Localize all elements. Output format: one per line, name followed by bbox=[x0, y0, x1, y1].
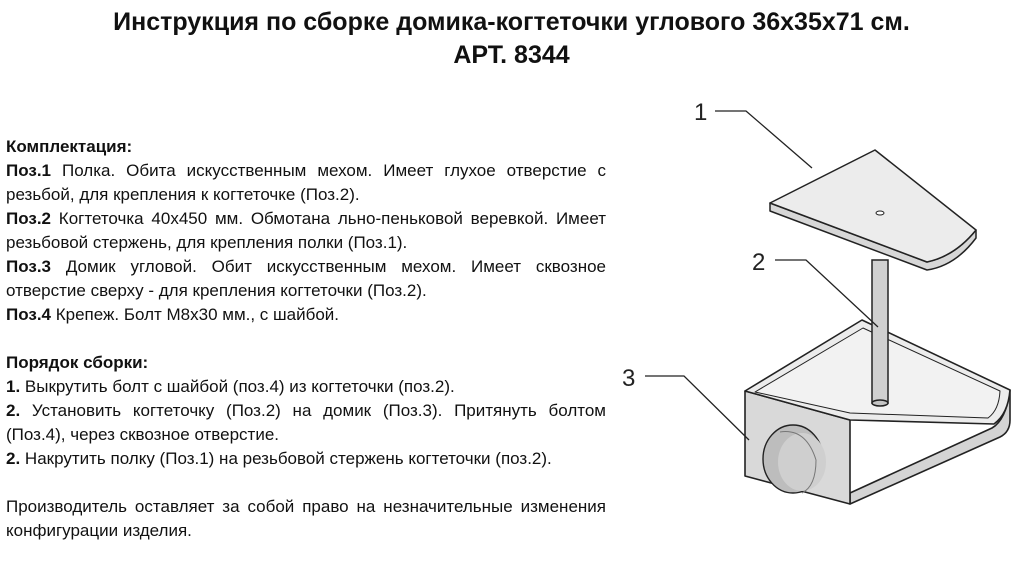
assembly-step-3-text: Накрутить полку (Поз.1) на резьбовой стержень когтеточки (поз.2). bbox=[24, 449, 552, 468]
shelf-drawing bbox=[770, 150, 976, 270]
callout-2: 2 bbox=[752, 249, 766, 276]
kit-item-3-text: Домик угловой. Обит искусственным мехом. Имеет сквозное отверстие сверху - для крепления когтеточки (Поз.2). bbox=[6, 257, 606, 300]
assembly-step-1 bbox=[6, 375, 606, 399]
title-line-1: Инструкция по сборке домика-когтеточки углового 36х35х71 см. bbox=[113, 8, 910, 36]
instructions-text bbox=[6, 135, 606, 543]
callout-1: 1 bbox=[694, 99, 708, 126]
manufacturer-note: Производитель оставляет за собой право на незначительные изменения конфигурации изделия. bbox=[6, 497, 606, 540]
assembly-step-3 bbox=[6, 447, 606, 471]
kit-item-1-text: Полка. Обита искусственным мехом. Имеет глухое отверстие с резьбой, для крепления к когтеточке (Поз.2). bbox=[6, 161, 606, 204]
kit-item-2-text: Когтеточка 40х450 мм. Обмотана льно-пеньковой веревкой. Имеет резьбовой стержень, для крепления полки (Поз.1). bbox=[6, 209, 606, 252]
kit-item-4-text: Крепеж. Болт М8х30 мм., с шайбой. bbox=[55, 305, 340, 324]
assembly-heading: Порядок сборки: bbox=[6, 353, 149, 372]
assembly-step-2-text: Установить когтеточку (Поз.2) на домик (Поз.3). Притянуть болтом (Поз.4), через сквозное отверстие. bbox=[6, 401, 606, 444]
scratching-post-drawing bbox=[872, 260, 888, 406]
assembly-step-2-num: 2. bbox=[6, 401, 21, 420]
cat-house-diagram bbox=[610, 90, 1020, 560]
title-line-2: АРТ. 8344 bbox=[453, 41, 570, 69]
assembly-figure bbox=[610, 90, 1020, 560]
assembly-step-2 bbox=[6, 399, 606, 447]
kit-item-3-pos: Поз.3 bbox=[6, 257, 52, 276]
kit-item-2-pos: Поз.2 bbox=[6, 209, 52, 228]
kit-item-2 bbox=[6, 207, 606, 255]
assembly-step-3-num: 2. bbox=[6, 449, 21, 468]
kit-item-3 bbox=[6, 255, 606, 303]
kit-item-4-pos: Поз.4 bbox=[6, 305, 52, 324]
kit-heading: Комплектация: bbox=[6, 137, 133, 156]
callout-3: 3 bbox=[622, 365, 636, 392]
kit-item-4 bbox=[6, 303, 606, 327]
document-title bbox=[0, 6, 1023, 72]
assembly-step-1-num: 1. bbox=[6, 377, 21, 396]
kit-item-1-pos: Поз.1 bbox=[6, 161, 52, 180]
kit-item-1 bbox=[6, 159, 606, 207]
assembly-step-1-text: Выкрутить болт с шайбой (поз.4) из когтеточки (поз.2). bbox=[24, 377, 455, 396]
